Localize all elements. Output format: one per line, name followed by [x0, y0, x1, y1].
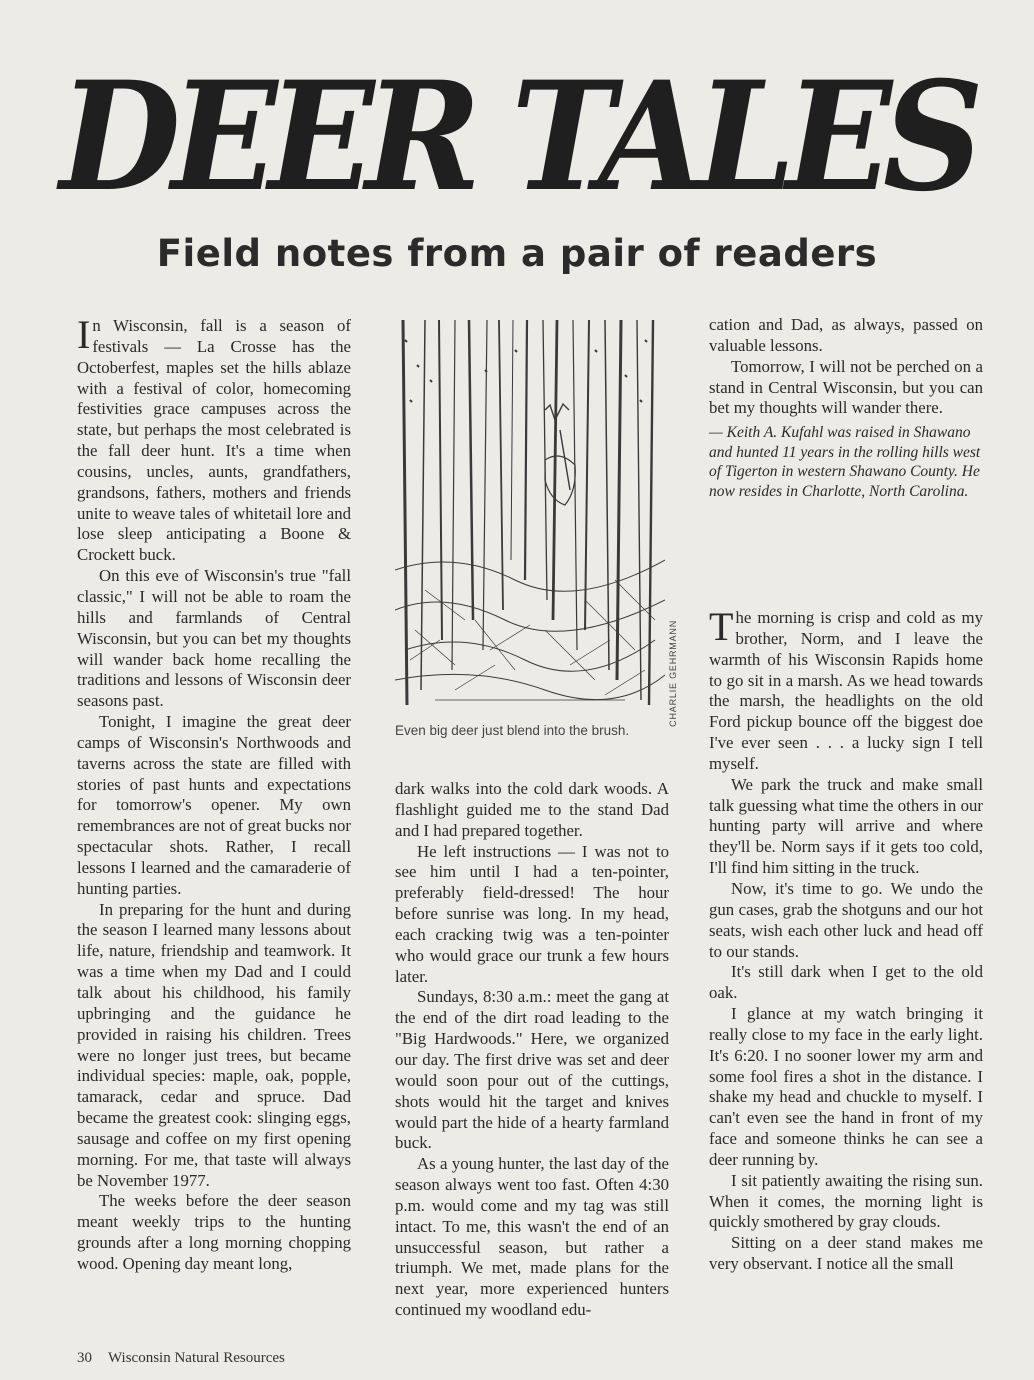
article-title: DEER TALES: [59, 49, 975, 225]
paragraph: Sitting on a deer stand makes me very observant. I notice all the small: [709, 1233, 983, 1274]
forest-drawing: [395, 320, 665, 710]
page-number: 30: [77, 1350, 92, 1366]
paragraph: In preparing for the hunt and during the season I learned many lessons about life, nature, friendship and teamwork. It was a time when my Dad and I could talk about his childhood, his family upbringing and the guidance he provided in raising his children. Trees were no longer just trees, but became individual species: maple, oak, popple, tamarack, cedar and spruce. Dad became the greatest cook: slinging eggs, sausage and coffee on my first opening morning. For me, that taste will always be November 1977.: [77, 899, 351, 1190]
paragraph: Sundays, 8:30 a.m.: meet the gang at the end of the dirt road leading to the "Big Hardwoods." Here, we organized our day. The first drive was set and deer would soon pour out of the cuttings, shots would hit the target and knives would part the hide of a hearty farmland buck.: [395, 987, 669, 1153]
paragraph-text: n Wisconsin, fall is a season of festivals — La Crosse has the Octoberfest, maples set the hills ablaze with a festival of color, homecoming festivities grace campuses across the state, but perhaps the most celebrated is the fall deer hunt. It's a time when cousins, uncles, aunts, grandfathers, grandsons, fathers, mothers and friends unite to weave tales of whitetail lore and lose sleep anticipating a Boone & Crockett buck.: [77, 316, 351, 565]
paragraph: Now, it's time to go. We undo the gun cases, grab the shotguns and our hot seats, wish each other luck and head off to our stands.: [709, 878, 983, 961]
article-subtitle: Field notes from a pair of readers: [156, 232, 878, 275]
article2-column: [709, 604, 983, 1275]
publication-name: Wisconsin Natural Resources: [108, 1350, 285, 1366]
paragraph: On this eve of Wisconsin's true "fall classic," I will not be able to roam the hills and farmlands of Central Wisconsin, but you can bet my thoughts will wander back home recalling the traditions and lessons of Wisconsin deer seasons past.: [77, 566, 351, 711]
paragraph: As a young hunter, the last day of the season always went too fast. Often 4:30 p.m. would come and my tag was still intact. To me, this wasn't the end of an unsuccessful season, but rather a triumph. We met, made plans for the next year, more experienced hunters continued my woodland edu-: [395, 1154, 669, 1320]
author-bio: — Keith A. Kufahl was raised in Shawano and hunted 11 years in the rolling hills west of Tigerton in western Shawano County. He now resides in Charlotte, North Carolina.: [709, 424, 981, 500]
article1-column-2: [395, 779, 669, 1321]
paragraph: dark walks into the cold dark woods. A flashlight guided me to the stand Dad and I had prepared together.: [395, 779, 669, 840]
drop-cap: I: [77, 312, 91, 357]
paragraph: Tonight, I imagine the great deer camps of Wisconsin's Northwoods and taverns across the state are filled with stories of past hunts and expectations for tomorrow's opener. My own remembrances are not of great bucks nor spectacular shots. Rather, I recall lessons I learned and the camaraderie of hunting parties.: [77, 712, 351, 898]
paragraph: [709, 604, 983, 775]
page-footer: [77, 1350, 301, 1367]
paragraph: Tomorrow, I will not be perched on a stand in Central Wisconsin, but you can bet my thoughts will wander there.: [709, 356, 983, 418]
figure-caption: Even big deer just blend into the brush.: [395, 723, 630, 738]
paragraph: I sit patiently awaiting the rising sun. When it comes, the morning light is quickly smothered by gray clouds.: [709, 1170, 983, 1232]
article1-column-1: [77, 312, 351, 1275]
article1-column-3: [709, 315, 983, 501]
paragraph: I glance at my watch bringing it really close to my face in the early light. It's 6:20. I no sooner lower my arm and some fool fires a shot in the distance. I shake my head and chuckle to myself. I can't even see the hand in front of my face and someone thinks he can see a deer running by.: [709, 1004, 983, 1169]
forest-illustration: [395, 320, 665, 710]
paragraph: The weeks before the deer season meant weekly trips to the hunting grounds after a long morning chopping wood. Opening day meant long,: [77, 1191, 351, 1273]
paragraph-text: he morning is crisp and cold as my brother, Norm, and I leave the warmth of his Wisconsin Rapids home to go sit in a marsh. As we head towards the marsh, the headlights on the old Ford pickup bounce off the biggest doe I've ever seen . . . a lucky sign I tell myself.: [709, 608, 983, 773]
drop-cap: T: [709, 604, 734, 649]
paragraph: It's still dark when I get to the old oak.: [709, 962, 983, 1003]
paragraph: He left instructions — I was not to see him until I had a ten-pointer, preferably field-dressed! The hour before sunrise was long. In my head, each cracking twig was a ten-pointer who would grace our trunk a few hours later.: [395, 841, 669, 986]
paragraph: cation and Dad, as always, passed on valuable lessons.: [709, 315, 983, 355]
paragraph: [77, 312, 351, 566]
photo-credit: CHARLIE GEHRMANN: [668, 620, 678, 727]
paragraph: We park the truck and make small talk guessing what time the others in our hunting party will arrive and where they'll be. Norm says if it gets too cold, I'll find him sitting in the truck.: [709, 774, 983, 878]
